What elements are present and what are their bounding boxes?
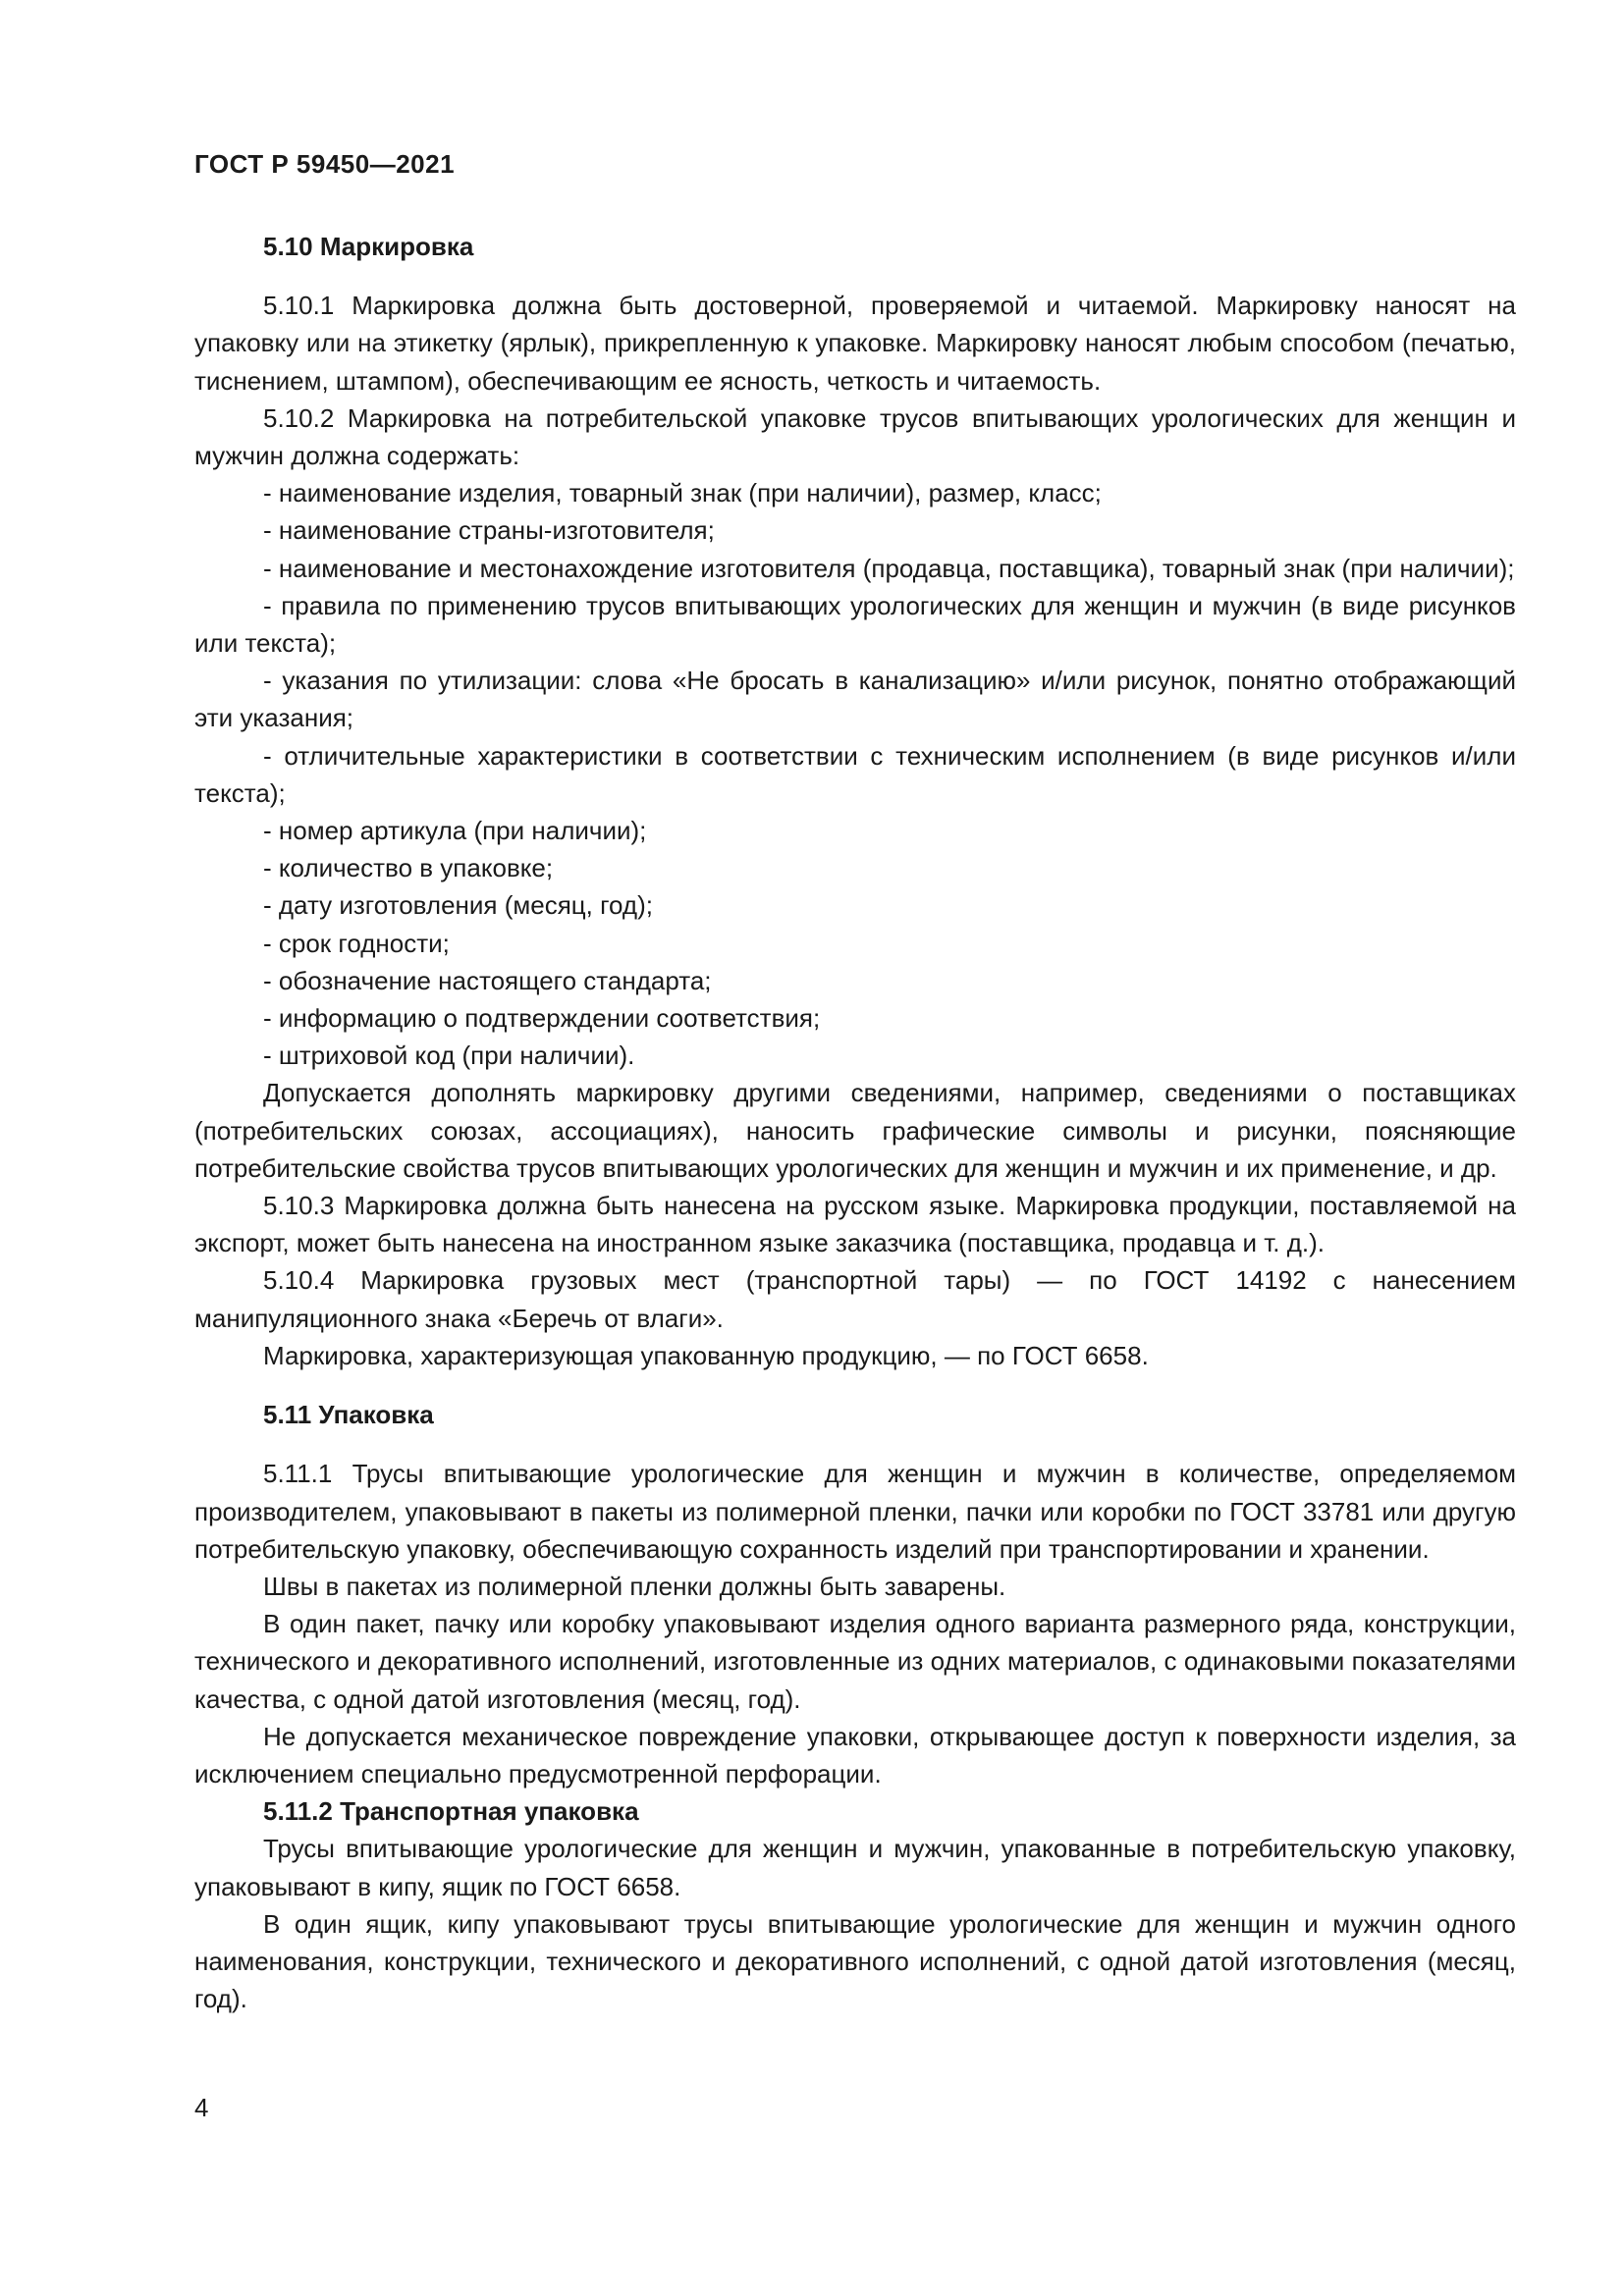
paragraph-no-damage: Не допускается механическое повреждение упаковки, открывающее доступ к поверхности изделия, за исключением специально предусмотренной перфорации. <box>194 1721 1516 1789</box>
paragraph-seams: Швы в пакетах из полимерной пленки должны быть заварены. <box>263 1571 1006 1601</box>
paragraph-5-10-4-packaged: Маркировка, характеризующая упакованную продукцию, — по ГОСТ 6658. <box>263 1340 1149 1370</box>
list-item: - срок годности; <box>263 928 450 958</box>
paragraph-5-11-2-a: Трусы впитывающие урологические для женщин и мужчин, упакованные в потребительскую упаковку, упаковывают в кипу, ящик по ГОСТ 6658. <box>194 1834 1516 1901</box>
document-body <box>194 228 1516 2017</box>
paragraph-5-11-1: 5.11.1 Трусы впитывающие урологические для женщин и мужчин в количестве, определяемом производителем, упаковывают в пакеты из полимерной пленки, пачки или коробки по ГОСТ 33781 или другую потребительскую упаковку, обеспечивающую сохранность изделий при транспортировании и хранении. <box>194 1459 1516 1564</box>
paragraph-additional-info: Допускается дополнять маркировку другими сведениями, например, сведениями о поставщиках (потребительских союзах, ассоциациях), наносить графические символы и рисунки, поясняющие потребительские свойства трусов впитывающих урологических для женщин и мужчин и их применение, и др. <box>194 1078 1516 1183</box>
list-item: - наименование изделия, товарный знак (при наличии), размер, класс; <box>263 478 1102 508</box>
paragraph-one-package: В один пакет, пачку или коробку упаковывают изделия одного варианта размерного ряда, конструкции, технического и декоративного исполнений, изготовленные из одних материалов, с одинаковыми показателями качества, с одной датой изготовления (месяц, год). <box>194 1609 1516 1714</box>
paragraph-5-11-2-b: В один ящик, кипу упаковывают трусы впитывающие урологические для женщин и мужчин одного наименования, конструкции, технического и декоративного исполнений, с одной датой изготовления (месяц, год). <box>194 1908 1516 2014</box>
list-item: - отличительные характеристики в соответствии с техническим исполнением (в виде рисунков и/или текста); <box>194 740 1516 808</box>
section-heading-5-11: 5.11 Упаковка <box>263 1400 434 1430</box>
document-header: ГОСТ Р 59450—2021 <box>194 149 456 179</box>
section-heading-5-11-2: 5.11.2 Транспортная упаковка <box>263 1796 639 1827</box>
paragraph-5-10-3: 5.10.3 Маркировка должна быть нанесена на русском языке. Маркировка продукции, поставляемой на экспорт, может быть нанесена на иностранном языке заказчика (поставщика, продавца и т. д.). <box>194 1191 1516 1258</box>
list-item: - правила по применению трусов впитывающих урологических для женщин и мужчин (в виде рисунков или текста); <box>194 590 1516 659</box>
list-item: - наименование страны-изготовителя; <box>263 515 715 546</box>
list-item: - информацию о подтверждении соответствия; <box>263 1003 821 1034</box>
list-item: - штриховой код (при наличии). <box>263 1041 635 1071</box>
list-item: - дату изготовления (месяц, год); <box>263 890 653 921</box>
paragraph-5-10-1: 5.10.1 Маркировка должна быть достоверной, проверяемой и читаемой. Маркировку наносят на упаковку или на этикетку (ярлык), прикрепленную к упаковке. Маркировку наносят любым способом (печатью, тиснением, штампом), обеспечивающим ее ясность, четкость и читаемость. <box>194 291 1516 396</box>
list-item: - номер артикула (при наличии); <box>263 816 647 846</box>
list-item: - количество в упаковке; <box>263 853 554 883</box>
paragraph-5-10-4: 5.10.4 Маркировка грузовых мест (транспортной тары) — по ГОСТ 14192 с нанесением манипуляционного знака «Беречь от влаги». <box>194 1265 1516 1333</box>
list-item: - обозначение настоящего стандарта; <box>263 965 712 995</box>
paragraph-5-10-2: 5.10.2 Маркировка на потребительской упаковке трусов впитывающих урологических для женщин и мужчин должна содержать: <box>194 402 1516 471</box>
list-item: - наименование и местонахождение изготовителя (продавца, поставщика), товарный знак (при наличии); <box>263 553 1515 583</box>
page-number: 4 <box>194 2093 209 2122</box>
section-heading-5-10: 5.10 Маркировка <box>263 232 474 261</box>
list-item: - указания по утилизации: слова «Не бросать в канализацию» и/или рисунок, понятно отображающий эти указания; <box>194 666 1516 733</box>
